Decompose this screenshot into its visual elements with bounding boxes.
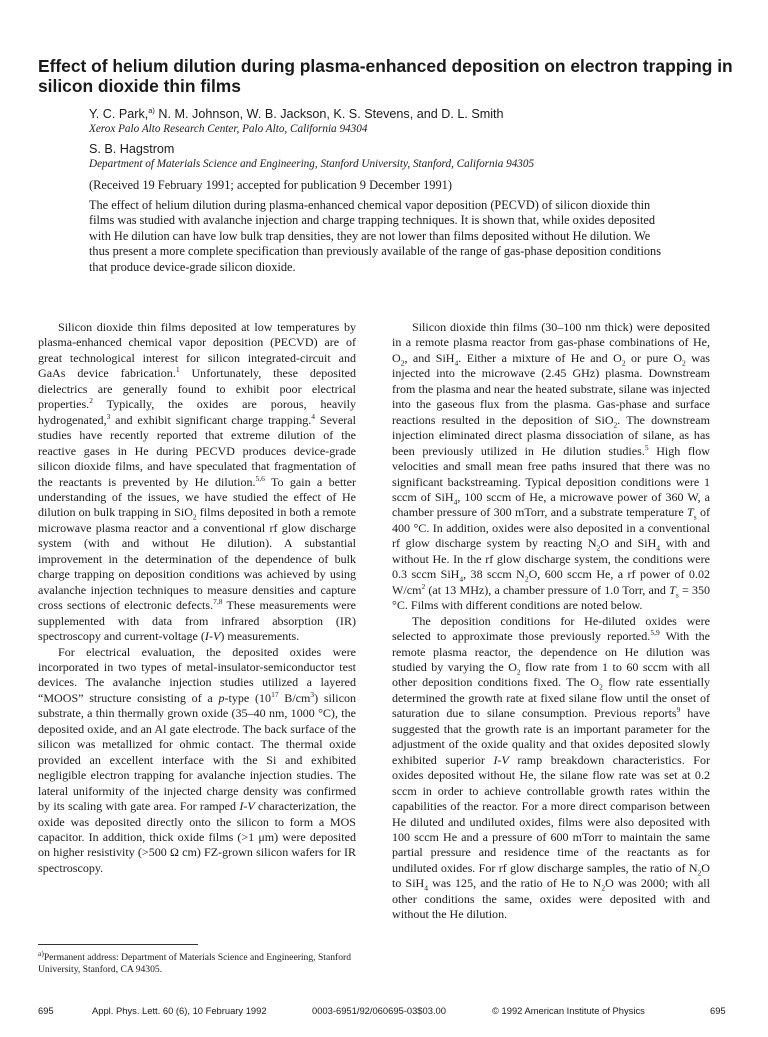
paper-title: Effect of helium dilution during plasma-enhanced deposition on electron trapping in silicon dioxide thin films xyxy=(38,56,733,96)
footnote xyxy=(38,948,368,976)
affiliation-xerox: Xerox Palo Alto Research Center, Palo Alto, California 94304 xyxy=(89,123,368,135)
footer-journal: Appl. Phys. Lett. 60 (6), 10 February 1992 xyxy=(92,1005,267,1016)
footer-code: 0003-6951/92/060695-03$03.00 xyxy=(312,1005,446,1016)
author-mark: a) xyxy=(148,105,155,115)
body-paragraph: Silicon dioxide thin films (30–100 nm thick) were deposited in a remote plasma reactor from gas-phase combinations of He, $O_2$, and SiH$_4$. Either a mixture of He and $O_2$ or pure $O_2$ was injected into the microwave (2.45 GHz) plasma. Downstream from the plasma and near the heated substrate, silane was injected into the gaseous flux from the plasma. Gas-phase and surface reactions resulted in the deposition of SiO$_2$. The downstream injection eliminated direct plasma dissociation of silane, as has been previously utilized in He dilution studies.$^5$ High flow velocities and small mean free paths insured that there was no significant backstreaming. Typical deposition conditions were 1 sccm of SiH$_4$, 100 sccm of He, a microwave power of 360 W, a chamber pressure of 300 mTorr, and a substrate temperature $T_s$ of 400 °C. In addition, oxides were also deposited in a conventional rf glow discharge system by reacting $N_2O$ and SiH$_4$ with and without He. In the rf glow discharge system, the conditions were 0.3 sccm SiH$_4$, 38 sccm $N_2O$, 600 sccm He, a rf power of 0.02 $W/cm^2$ (at 13 MHz), a chamber pressure of 1.0 Torr, and $T_s = 350$ °C. Films with different conditions are noted below. xyxy=(392,320,711,613)
author-first: Y. C. Park, xyxy=(89,107,149,121)
body-column-right xyxy=(392,320,710,923)
affiliation-stanford: Department of Materials Science and Engineering, Stanford University, Stanford, California 94305 xyxy=(89,158,535,170)
footnote-mark: a) xyxy=(38,948,44,958)
received-dates: (Received 19 February 1991; accepted for publication 9 December 1991) xyxy=(89,178,452,192)
author-list-2: S. B. Hagstrom xyxy=(89,142,175,156)
footer-copyright: © 1992 American Institute of Physics xyxy=(492,1005,645,1016)
author-rest: N. M. Johnson, W. B. Jackson, K. S. Stevens, and D. L. Smith xyxy=(154,107,504,121)
abstract: The effect of helium dilution during plasma-enhanced chemical vapor deposition (PECVD) of silicon dioxide thin films was studied with avalanche injection and charge trapping techniques. It is shown that, while oxides deposited with He dilution can have low bulk trap densities, they are not lower than films deposited without He dilution. We thus present a more complete specification than previously available of the range of gas-phase deposition conditions that produce device-grade silicon dioxide. xyxy=(89,198,661,274)
footer-page-left: 695 xyxy=(38,1005,54,1016)
body-paragraph: Silicon dioxide thin films deposited at low temperatures by plasma-enhanced chemical vapor deposition (PECVD) are of great technological interest for silicon integrated-circuit and GaAs device fabrication.$^1$ Unfortunately, these deposited dielectrics are generally found to exhibit poor electrical properties.$^2$ Typically, the oxides are porous, heavily hydrogenated,$^3$ and exhibit significant charge trapping.$^4$ Several studies have recently reported that extreme dilution of the reactive gases in He during PECVD produces device-grade silicon dioxide films, and have speculated that fragmentation of the reactants is prevented by He dilution.$^{5,6}$ To gain a better understanding of the issues, we have studied the effect of He dilution on bulk trapping in SiO$_2$ films deposited in both a remote microwave plasma reactor and a conventional rf glow discharge system (with and without He dilution). A substantial improvement in the determination of the dependence of bulk charge trapping on deposition conditions was achieved by using avalanche injection techniques to measure densities and capture cross sections of electronic defects.$^{7,8}$ These measurements were supplemented with data from infrared absorption (IR) spectroscopy and current-voltage (I-V) measurements. xyxy=(38,320,356,644)
body-paragraph: The deposition conditions for He-diluted oxides were selected to approximate those previously reported.$^{5,9}$ With the remote plasma reactor, the dependence on He dilution was studied by varying the $O_2$ flow rate from 1 to 60 sccm with all other deposition conditions fixed. The $O_2$ flow rate essentially determined the growth rate at fixed silane flow until the onset of saturation due to silane consumption. Previous reports$^9$ have suggested that the growth rate is an important parameter for the adjustment of the oxide quality and that oxides deposited slowly exhibited superior I-V ramp breakdown characteristics. For oxides deposited without He, the silane flow rate was set at 0.2 sccm in order to achieve controllable growth rates within the capabilities of the reactor. For a more direct comparison between He diluted and undiluted oxides, films were also deposited with 100 sccm He and a pressure of 600 mTorr to maintain the same partial pressure and residence time of the reactants as for undiluted oxides. For rf glow discharge samples, the ratio of $N_2O$ to SiH$_4$ was 125, and the ratio of He to $N_2O$ was 2000; with all other conditions the same, oxides were deposited with and without the He dilution. xyxy=(392,613,710,922)
footnote-divider xyxy=(38,944,198,945)
footnote-text: Permanent address: Department of Materials Science and Engineering, Stanford University, Stanford, CA 94305. xyxy=(38,952,351,975)
body-paragraph: For electrical evaluation, the deposited oxides were incorporated in two types of metal-insulator-semiconductor test devices. The avalanche injection studies utilized a layered “MOOS” structure consisting of a p-type ($10^{17}$ $B/cm^3$) silicon substrate, a thin thermally grown oxide (35–40 nm, 1000 °C), the deposited oxide, and an Al gate electrode. The back surface of the silicon was metallized for ohmic contact. The thermal oxide provided an excellent interface with the Si and exhibited negligible electron trapping for avalanche injection studies. The lateral uniformity of the injected charge density was confirmed by its scaling with gate area. For ramped I-V characterization, the oxide was deposited directly onto the silicon to form a MOS capacitor. In addition, thick oxide films (>1 μm) were deposited on higher resistivity (>500 Ω cm) FZ-grown silicon wafers for IR spectroscopy. xyxy=(38,644,356,875)
footer-page-right: 695 xyxy=(710,1005,726,1016)
body-column-left xyxy=(38,320,356,876)
author-list xyxy=(89,106,729,122)
